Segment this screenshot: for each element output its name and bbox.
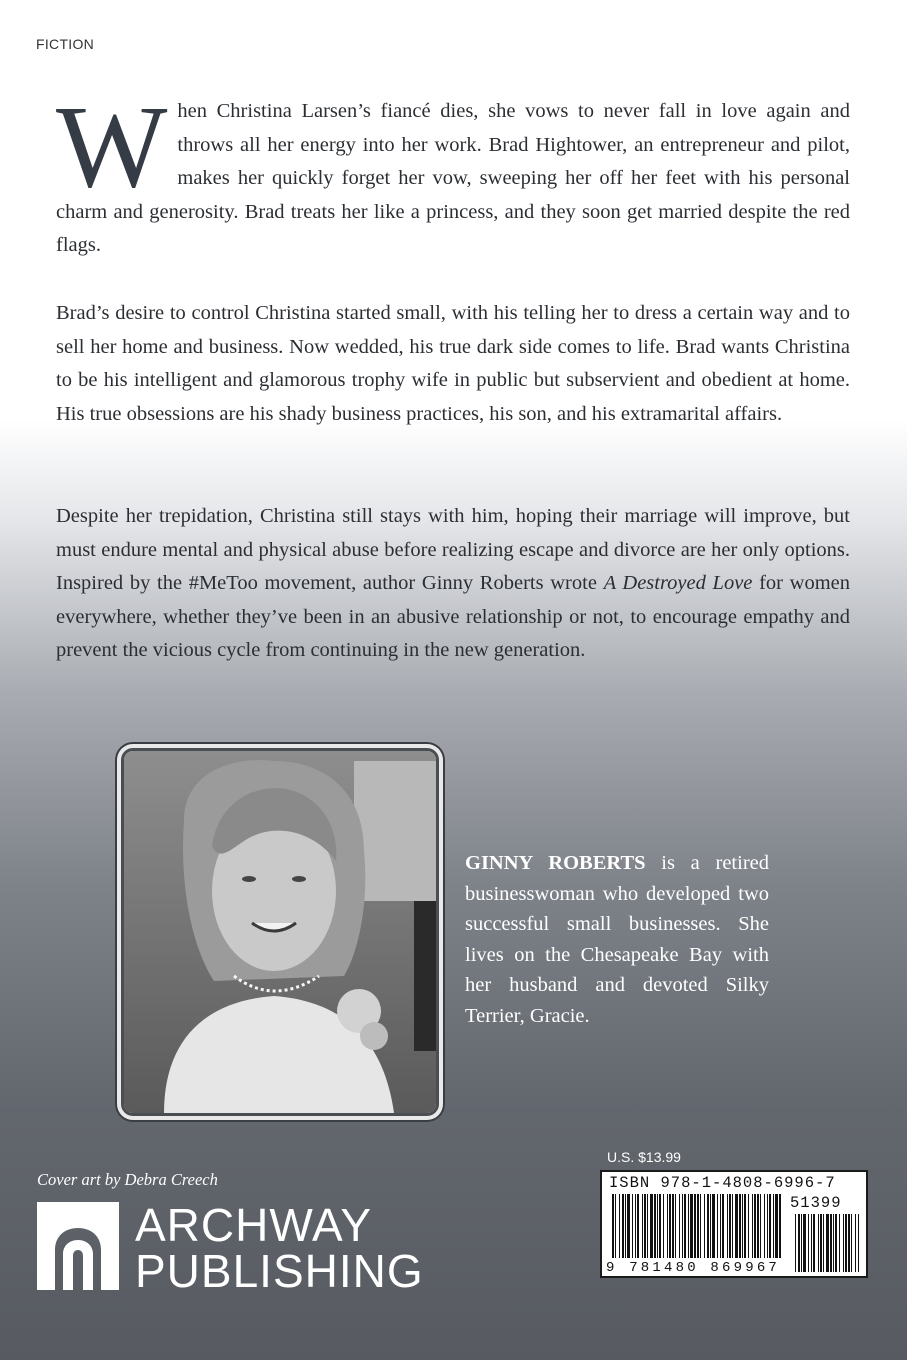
barcode-bar [622, 1194, 624, 1258]
barcode-bar [654, 1194, 656, 1258]
barcode-bar [735, 1194, 738, 1258]
barcode-bar [732, 1194, 733, 1258]
barcode-addon-bar [830, 1214, 832, 1272]
barcode-bar [619, 1194, 620, 1258]
author-bio-text: is a retired businesswoman who developed two successful small businesses. She lives on the Chesapeake Bay with her husband and devoted Silky Terrier, Gracie. [465, 852, 769, 1027]
barcode-bar [647, 1194, 648, 1258]
barcode-bar [637, 1194, 639, 1258]
barcode-bar [760, 1194, 761, 1258]
barcode-bar [717, 1194, 718, 1258]
barcode-bar [697, 1194, 699, 1258]
barcode-bar [612, 1194, 614, 1258]
barcode-addon-bar [811, 1214, 812, 1272]
barcode-bar [669, 1194, 671, 1258]
barcode-bar [775, 1194, 778, 1258]
author-photo [121, 748, 439, 1116]
barcode-bar [657, 1194, 658, 1258]
barcode-bar [663, 1194, 664, 1258]
barcode-bar [754, 1194, 756, 1258]
barcode-bar [679, 1194, 680, 1258]
barcode-bar [704, 1194, 705, 1258]
barcode-addon-bar [855, 1214, 856, 1272]
barcode-bar [684, 1194, 686, 1258]
isbn-label: ISBN 978-1-4808-6996-7 [609, 1174, 836, 1192]
barcode-bar [625, 1194, 626, 1258]
barcode-addon-bar [820, 1214, 822, 1272]
archway-arch-icon [37, 1202, 119, 1290]
barcode-bar [667, 1194, 668, 1258]
barcode-bar [707, 1194, 709, 1258]
barcode-bar [675, 1194, 676, 1258]
barcode-bar [769, 1194, 771, 1258]
barcode-bar [672, 1194, 674, 1258]
book-title: A Destroyed Love [603, 572, 753, 594]
barcode-bar [682, 1194, 683, 1258]
barcode-bar [694, 1194, 696, 1258]
barcode-bar [748, 1194, 749, 1258]
blurb-paragraph-3-start: Despite her trepidation, Christina still stays with him, hoping their marriage will improve, but must endure mental and physical abuse before realizing escape and divorce are her only options. Inspired by the #MeToo movement, author Ginny Roberts wrote [56, 505, 850, 594]
barcode-addon-bar [808, 1214, 809, 1272]
author-bio [465, 848, 769, 1031]
barcode-addon-bar [818, 1214, 819, 1272]
barcode-addon-bar [851, 1214, 852, 1272]
author-name: GINNY ROBERTS [465, 852, 646, 874]
barcode-addon-bar [835, 1214, 837, 1272]
barcode-bar [720, 1194, 721, 1258]
barcode-bar [729, 1194, 731, 1258]
barcode-addon-bar [833, 1214, 834, 1272]
barcode-bar [700, 1194, 701, 1258]
barcode-bar [650, 1194, 653, 1258]
category-label: FICTION [36, 36, 95, 52]
barcode-addon-bar [798, 1214, 800, 1272]
barcode-addon-bar [803, 1214, 806, 1272]
barcode-bar [627, 1194, 630, 1258]
barcode-bar [615, 1194, 616, 1258]
archway-publishing-logo [37, 1199, 424, 1297]
barcode-bar [690, 1194, 693, 1258]
barcode-bar [632, 1194, 633, 1258]
barcode-addon-bar [795, 1214, 796, 1272]
blurb-paragraph-3-end: for women everywhere, whether they’ve been in an abusive relationship or not, to encourage empathy and prevent the vicious cycle from continuing in the new generation. [56, 572, 850, 661]
barcode-bar [712, 1194, 715, 1258]
barcode-bar [767, 1194, 768, 1258]
barcode-bar [744, 1194, 746, 1258]
barcode-addon-bar [845, 1214, 847, 1272]
cover-art-credit: Cover art by Debra Creech [37, 1170, 218, 1189]
barcode-bar [764, 1194, 765, 1258]
blurb-paragraph-3 [56, 500, 850, 668]
barcode-bar [722, 1194, 724, 1258]
author-photo-frame [117, 744, 443, 1120]
barcode-bar [773, 1194, 774, 1258]
barcode-addon-bar [848, 1214, 850, 1272]
barcode-bar [659, 1194, 661, 1258]
barcode-addon-bar [843, 1214, 844, 1272]
barcode-bar [727, 1194, 728, 1258]
barcode-addon-bar [858, 1214, 859, 1272]
barcode-bar [644, 1194, 646, 1258]
barcode-bar [757, 1194, 759, 1258]
blurb-paragraph-1-text: hen Christina Larsen’s fiancé dies, she vows to never fall in love again and throws all her energy into her work. Brad Hightower, an entrepreneur and pilot, makes her quickly forget her vow, sweeping her off her feet with his personal charm and generosity. Brad treats her like a princess, and they soon get married despite the red flags. [56, 100, 850, 256]
barcode-bar [688, 1194, 689, 1258]
drop-cap: W [56, 81, 168, 212]
publisher-name-line1: ARCHWAY [135, 1199, 372, 1251]
barcode-addon-number: 51399 [790, 1194, 842, 1212]
barcode-bar [742, 1194, 743, 1258]
barcode-digits: 9 781480 869967 [606, 1260, 781, 1276]
barcode-bar [710, 1194, 711, 1258]
barcode-addon-bar [801, 1214, 802, 1272]
barcode-bar [779, 1194, 781, 1258]
isbn-barcode [600, 1170, 868, 1278]
price-label: U.S. $13.99 [607, 1149, 681, 1165]
barcode-bar [752, 1194, 753, 1258]
publisher-name-line2: PUBLISHING [135, 1245, 424, 1297]
blurb-paragraph-1 [56, 81, 850, 263]
barcode-addon-bar [839, 1214, 840, 1272]
blurb-paragraph-2: Brad’s desire to control Christina started small, with his telling her to dress a certain way and to sell her home and business. Now wedded, his true dark side comes to life. Brad wants Christina to be his intelligent and glamorous trophy wife in public but subservient and obedient at home. His true obsessions are his shady business practices, his son, and his extramarital affairs. [56, 302, 850, 425]
barcode-bar [739, 1194, 741, 1258]
barcode-addon-bar [826, 1214, 829, 1272]
barcode-addon-bar [813, 1214, 815, 1272]
barcode-bar [635, 1194, 636, 1258]
barcode-bar [642, 1194, 643, 1258]
barcode-addon-bar [823, 1214, 824, 1272]
